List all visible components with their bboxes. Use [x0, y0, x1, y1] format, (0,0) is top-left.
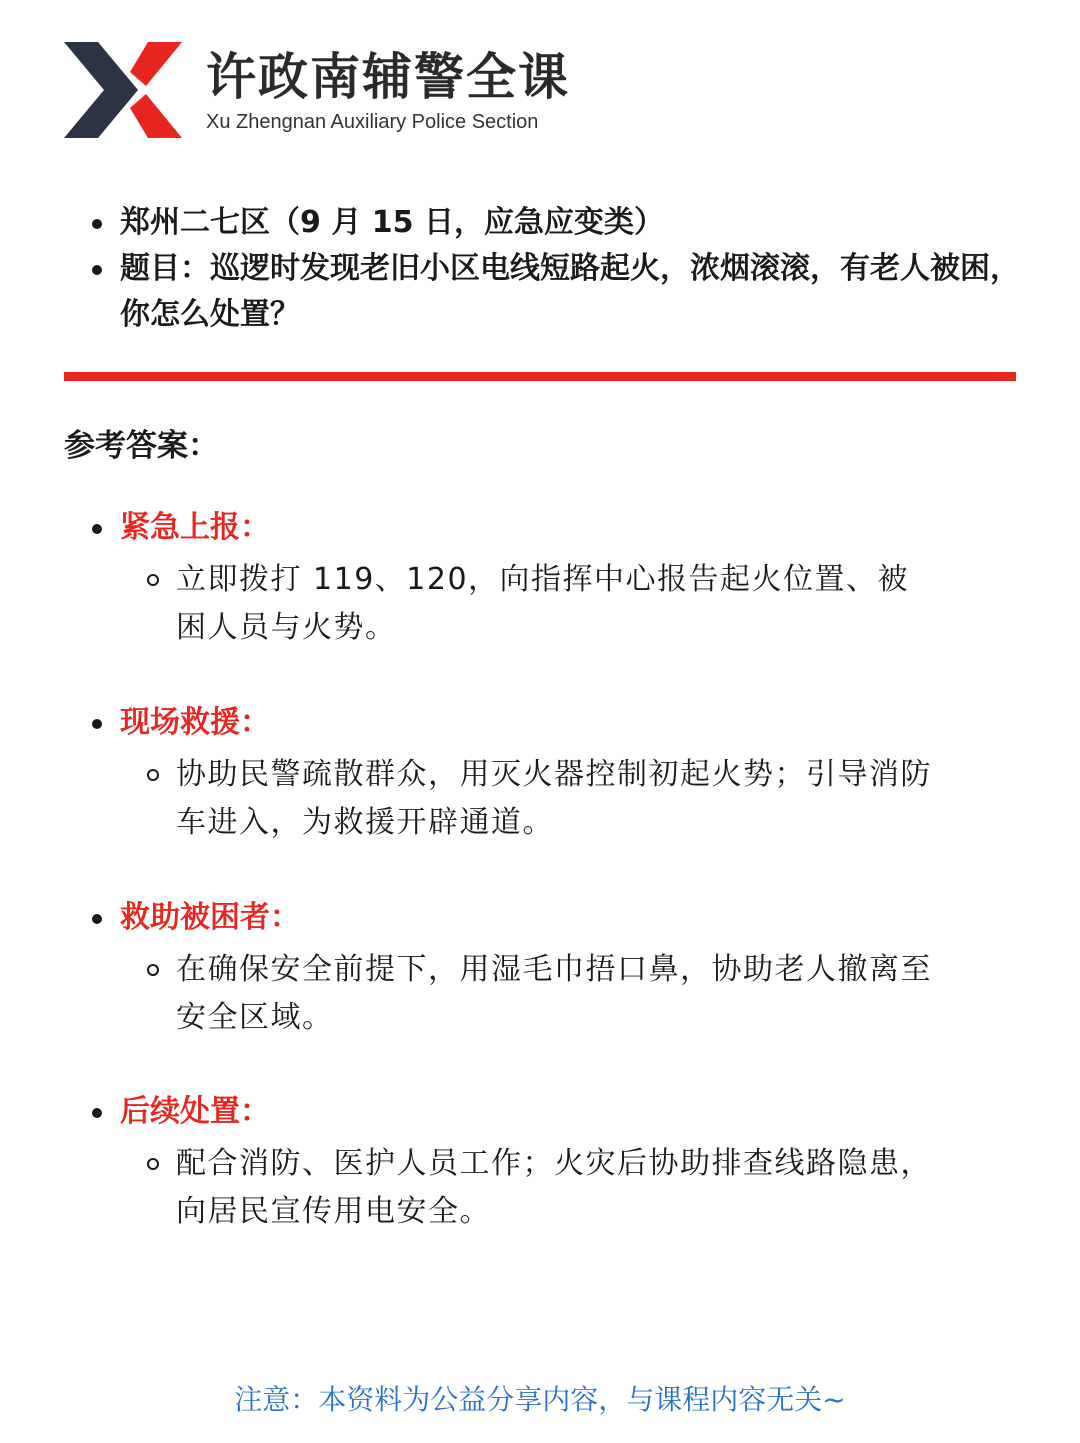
brand-title-en: Xu Zhengnan Auxiliary Police Section [206, 111, 539, 133]
intro-list [92, 200, 1022, 338]
section-body [92, 946, 932, 1042]
red-divider [64, 372, 1016, 381]
intro-item [92, 246, 1022, 338]
bullet-icon [92, 219, 102, 229]
section-heading [92, 506, 1012, 550]
hollow-bullet-icon [147, 964, 159, 976]
section-body-text: 立即拨打 119、120，向指挥中心报告起火位置、被困人员与火势。 [176, 562, 910, 645]
bullet-icon [92, 265, 102, 275]
section-heading [92, 701, 1012, 745]
bullet-icon [92, 914, 102, 924]
bullet-icon [92, 524, 102, 534]
answer-section [92, 506, 1012, 652]
section-heading [92, 1090, 1012, 1134]
answer-title: 参考答案： [64, 428, 219, 464]
bullet-icon [92, 719, 102, 729]
hollow-bullet-icon [147, 574, 159, 586]
section-heading-text: 后续处置： [120, 1094, 270, 1129]
footer-note: 注意：本资料为公益分享内容，与课程内容无关~ [234, 1383, 846, 1416]
section-heading [92, 896, 1012, 940]
section-heading-text: 救助被困者： [120, 900, 300, 935]
section-body-text: 配合消防、医护人员工作；火灾后协助排查线路隐患，向居民宣传用电安全。 [176, 1146, 932, 1229]
answer-section [92, 896, 1012, 1042]
intro-item-text: 题目：巡逻时发现老旧小区电线短路起火，浓烟滚滚，有老人被困，你怎么处置？ [120, 251, 1020, 332]
section-heading-text: 紧急上报： [120, 510, 270, 545]
hollow-bullet-icon [147, 1158, 159, 1170]
section-heading-text: 现场救援： [120, 705, 270, 740]
section-body [92, 1140, 932, 1236]
section-body [92, 751, 932, 847]
hollow-bullet-icon [147, 769, 159, 781]
section-body-text: 在确保安全前提下，用湿毛巾捂口鼻，协助老人撤离至安全区域。 [176, 952, 932, 1035]
header [64, 40, 570, 140]
intro-item [92, 200, 1022, 246]
section-body-text: 协助民警疏散群众，用灭火器控制初起火势；引导消防车进入，为救援开辟通道。 [176, 757, 932, 840]
answer-section [92, 701, 1012, 847]
bullet-icon [92, 1108, 102, 1118]
x-logo-icon [64, 42, 182, 138]
section-body [92, 556, 932, 652]
brand [206, 45, 570, 135]
intro-item-text: 郑州二七区（9 月 15 日，应急应变类） [120, 205, 664, 240]
answer-section [92, 1090, 1012, 1236]
brand-title-cn: 许政南辅警全课 [206, 48, 570, 106]
